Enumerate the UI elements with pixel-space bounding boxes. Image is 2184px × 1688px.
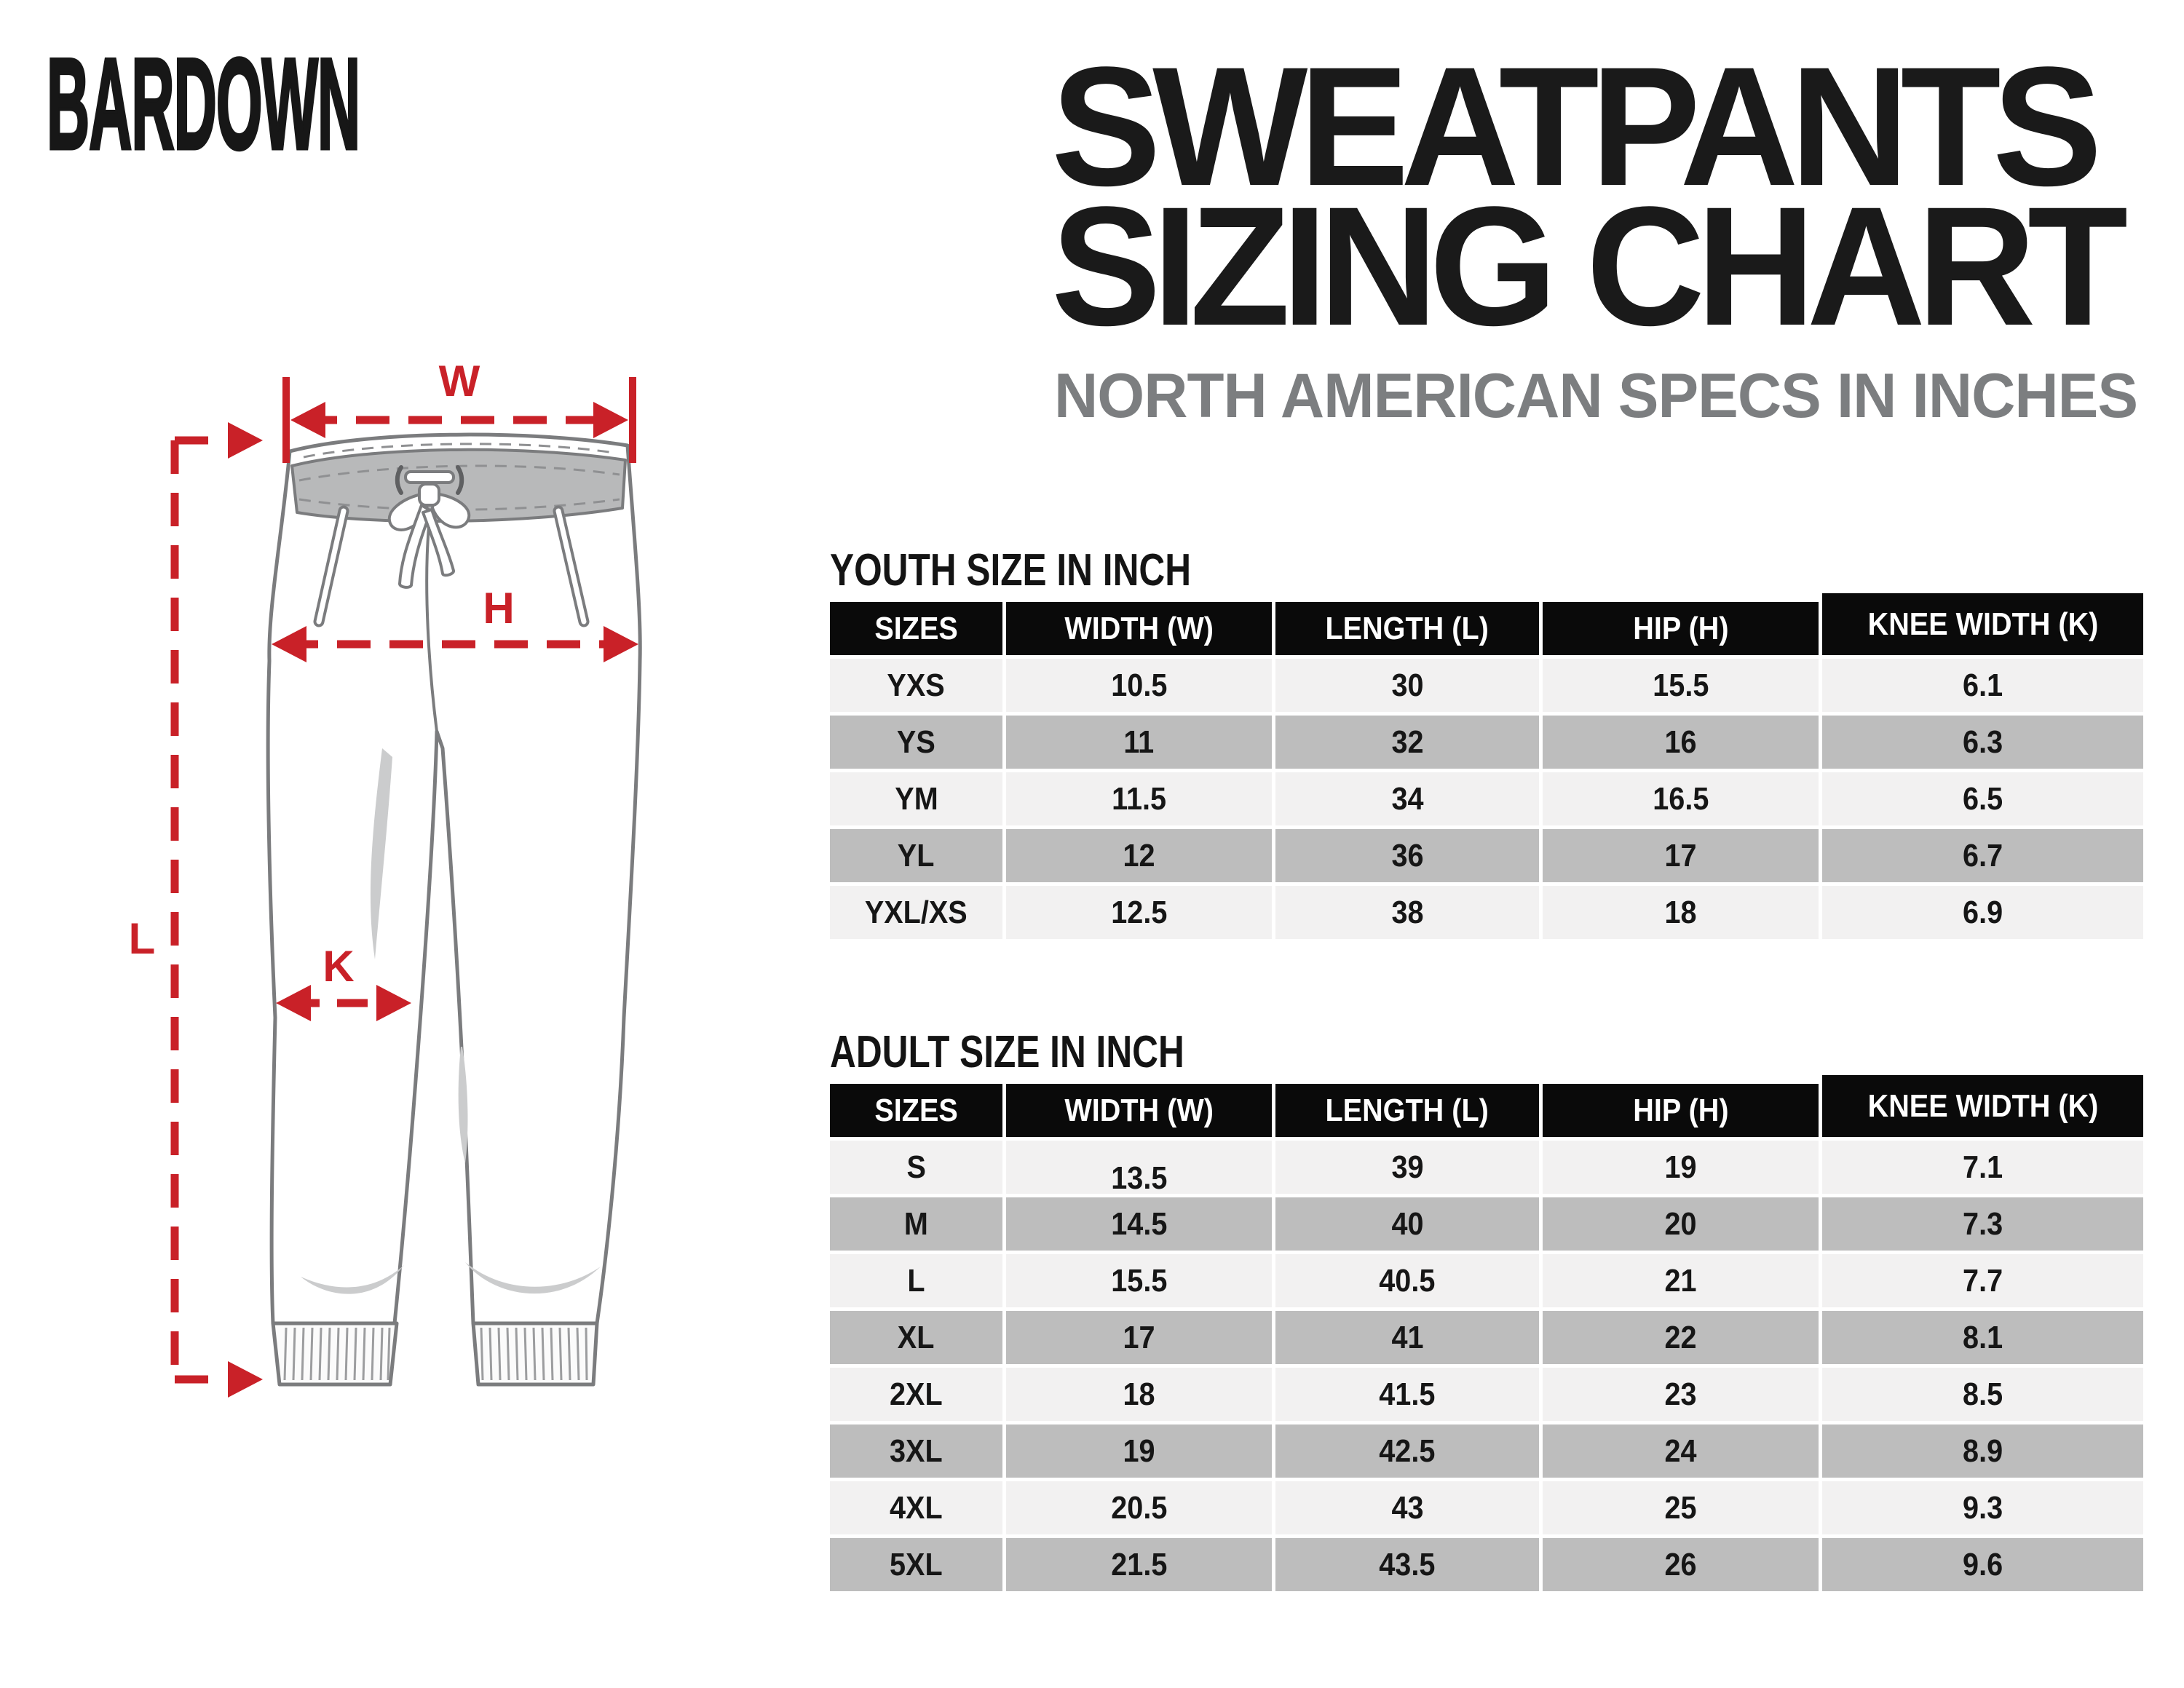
size-label: 5XL <box>890 1546 943 1582</box>
table-header-cell <box>1822 1075 2143 1137</box>
table-cell <box>1006 1368 1272 1421</box>
table-cell <box>1822 1425 2143 1478</box>
measurement-value: 6.7 <box>1962 837 2003 873</box>
measurement-value: 9.6 <box>1962 1546 2003 1582</box>
measurement-value: 16 <box>1664 724 1697 760</box>
youth-table-heading: YOUTH SIZE IN INCH <box>830 545 1192 595</box>
table-cell <box>1275 1425 1539 1478</box>
measurement-value: 42.5 <box>1379 1433 1436 1469</box>
table-cell <box>830 1538 1002 1591</box>
table-cell <box>1006 1481 1272 1534</box>
measurement-value: 21.5 <box>1110 1546 1168 1582</box>
measurement-value: 12.5 <box>1110 894 1168 930</box>
measurement-value: 15.5 <box>1110 1262 1168 1299</box>
table-cell <box>1006 829 1272 882</box>
table-cell <box>1275 772 1539 825</box>
measurement-value: 23 <box>1664 1376 1697 1412</box>
table-cell <box>1543 1368 1819 1421</box>
table-cell <box>1543 1538 1819 1591</box>
measurement-value: 40.5 <box>1379 1262 1436 1299</box>
table-cell <box>830 659 1002 712</box>
table-header-cell <box>1543 602 1819 655</box>
table-cell <box>830 1481 1002 1534</box>
measurement-value: 10.5 <box>1110 667 1168 703</box>
table-cell <box>1543 1481 1819 1534</box>
brand-logo: BARDOWN <box>47 31 360 176</box>
size-label: 2XL <box>890 1376 943 1412</box>
measurement-value: 6.3 <box>1962 724 2003 760</box>
size-label: YXL/XS <box>865 894 968 930</box>
table-header-cell <box>1006 1084 1272 1137</box>
size-label: L <box>907 1262 925 1299</box>
table-header-label: LENGTH (L) <box>1325 610 1489 646</box>
measurement-value: 41.5 <box>1379 1376 1436 1412</box>
size-label: YXS <box>887 667 946 703</box>
hip-dimension-label: H <box>483 584 515 633</box>
table-cell <box>1275 1538 1539 1591</box>
table-cell <box>1275 659 1539 712</box>
table-cell <box>1822 1254 2143 1307</box>
table-cell <box>830 886 1002 939</box>
measurement-value: 6.9 <box>1962 894 2003 930</box>
table-cell <box>1275 1481 1539 1534</box>
measurement-value: 26 <box>1664 1546 1697 1582</box>
measurement-value: 34 <box>1390 780 1424 817</box>
youth-size-table <box>830 602 2143 939</box>
measurement-value: 25 <box>1664 1489 1697 1526</box>
measurement-value: 8.5 <box>1962 1376 2003 1412</box>
adult-size-table <box>830 1084 2143 1591</box>
table-cell <box>830 716 1002 769</box>
table-cell <box>830 1311 1002 1364</box>
table-cell <box>1006 1425 1272 1478</box>
table-cell <box>1275 1311 1539 1364</box>
measurement-value: 15.5 <box>1652 667 1709 703</box>
table-header-cell <box>830 602 1002 655</box>
size-label: S <box>906 1149 926 1185</box>
measurement-value: 7.1 <box>1962 1149 2003 1185</box>
measurement-value: 11.5 <box>1112 780 1166 817</box>
measurement-value: 39 <box>1390 1149 1424 1185</box>
measurement-value: 17 <box>1664 837 1697 873</box>
measurement-value: 20 <box>1664 1205 1697 1242</box>
table-cell <box>1006 1141 1272 1194</box>
table-cell <box>1006 1311 1272 1364</box>
table-header-cell <box>1275 1084 1539 1137</box>
table-cell <box>1822 886 2143 939</box>
table-cell <box>1822 1538 2143 1591</box>
table-cell <box>1006 772 1272 825</box>
table-cell <box>1822 1197 2143 1251</box>
size-label: XL <box>898 1319 935 1355</box>
table-header-label: SIZES <box>874 610 958 646</box>
measurement-value: 38 <box>1390 894 1424 930</box>
table-cell <box>1822 829 2143 882</box>
table-header-cell <box>830 1084 1002 1137</box>
measurement-value: 17 <box>1123 1319 1155 1355</box>
table-cell <box>1822 716 2143 769</box>
measurement-value: 18 <box>1123 1376 1155 1412</box>
table-cell <box>1006 1197 1272 1251</box>
adult-table-heading: ADULT SIZE IN INCH <box>830 1027 1184 1077</box>
measurement-value: 19 <box>1664 1149 1697 1185</box>
table-cell <box>830 1254 1002 1307</box>
measurement-value: 14.5 <box>1110 1205 1168 1242</box>
table-header-label: WIDTH (W) <box>1064 610 1214 646</box>
table-cell <box>1275 1368 1539 1421</box>
table-header-label: WIDTH (W) <box>1064 1092 1214 1128</box>
sweatpants-diagram <box>120 355 662 1447</box>
width-dimension-label: W <box>438 357 480 405</box>
table-header-label: LENGTH (L) <box>1325 1092 1489 1128</box>
page-title <box>1051 32 2120 361</box>
table-cell <box>1006 659 1272 712</box>
measurement-value: 41 <box>1390 1319 1424 1355</box>
table-cell <box>1543 1311 1819 1364</box>
measurement-value: 8.1 <box>1962 1319 2003 1355</box>
table-header-cell <box>1822 593 2143 655</box>
table-cell <box>1275 716 1539 769</box>
size-label: YL <box>898 837 935 873</box>
page-title-line1: SWEATPANTS <box>1051 32 2094 221</box>
measurement-value: 21 <box>1664 1262 1697 1299</box>
table-cell <box>830 1197 1002 1251</box>
measurement-value: 22 <box>1664 1319 1697 1355</box>
measurement-value: 11 <box>1123 724 1155 760</box>
table-cell <box>1543 1197 1819 1251</box>
table-cell <box>1275 1141 1539 1194</box>
measurement-value: 16.5 <box>1652 780 1709 817</box>
length-dimension-label: L <box>128 914 156 963</box>
table-cell <box>1006 886 1272 939</box>
table-header-label: SIZES <box>874 1092 958 1128</box>
knee-dimension-label: K <box>323 942 355 991</box>
table-cell <box>1543 829 1819 882</box>
measurement-value: 6.5 <box>1962 780 2003 817</box>
table-cell <box>1822 1311 2143 1364</box>
measurement-value: 13.5 <box>1110 1160 1168 1196</box>
table-header-label: HIP (H) <box>1632 610 1729 646</box>
table-cell <box>830 1425 1002 1478</box>
table-cell <box>1543 1425 1819 1478</box>
table-cell <box>1006 716 1272 769</box>
table-cell <box>1543 716 1819 769</box>
measurement-value: 30 <box>1390 667 1424 703</box>
measurement-value: 6.1 <box>1962 667 2003 703</box>
table-header-cell <box>1543 1084 1819 1137</box>
table-cell <box>1543 772 1819 825</box>
measurement-value: 7.7 <box>1962 1262 2003 1299</box>
size-label: YM <box>894 780 938 817</box>
table-cell <box>830 1368 1002 1421</box>
table-cell <box>1822 1481 2143 1534</box>
ankle-cuffs <box>273 1323 597 1384</box>
measurement-value: 32 <box>1390 724 1424 760</box>
size-label: M <box>904 1205 928 1242</box>
measurement-value: 7.3 <box>1962 1205 2003 1242</box>
measurement-value: 18 <box>1664 894 1697 930</box>
table-cell <box>1275 1197 1539 1251</box>
table-cell <box>1006 1254 1272 1307</box>
measurement-value: 12 <box>1123 837 1155 873</box>
table-header-cell <box>1275 602 1539 655</box>
table-cell <box>1822 1141 2143 1194</box>
length-dimension-arrow <box>175 422 263 1398</box>
table-header-label: KNEE WIDTH (K) <box>1867 606 2098 642</box>
table-cell <box>830 829 1002 882</box>
measurement-value: 36 <box>1390 837 1424 873</box>
table-cell <box>1822 659 2143 712</box>
table-cell <box>1822 772 2143 825</box>
table-cell <box>1543 659 1819 712</box>
measurement-value: 40 <box>1390 1205 1424 1242</box>
page-title-line2: SIZING CHART <box>1051 172 2120 361</box>
table-cell <box>1275 829 1539 882</box>
page-subtitle: NORTH AMERICAN SPECS IN INCHES <box>1054 361 2138 431</box>
table-cell <box>1006 1538 1272 1591</box>
measurement-value: 20.5 <box>1110 1489 1168 1526</box>
table-cell <box>1822 1368 2143 1421</box>
measurement-value: 43.5 <box>1379 1546 1436 1582</box>
measurement-value: 9.3 <box>1962 1489 2003 1526</box>
size-label: 3XL <box>890 1433 943 1469</box>
table-header-cell <box>1006 602 1272 655</box>
measurement-value: 24 <box>1664 1433 1697 1469</box>
table-cell <box>830 1141 1002 1194</box>
table-header-label: HIP (H) <box>1632 1092 1729 1128</box>
table-cell <box>1543 1141 1819 1194</box>
measurement-value: 8.9 <box>1962 1433 2003 1469</box>
measurement-value: 43 <box>1390 1489 1424 1526</box>
table-cell <box>830 772 1002 825</box>
size-label: YS <box>897 724 935 760</box>
table-cell <box>1275 886 1539 939</box>
measurement-value: 19 <box>1123 1433 1155 1469</box>
table-cell <box>1543 1254 1819 1307</box>
table-header-label: KNEE WIDTH (K) <box>1867 1087 2098 1124</box>
size-label: 4XL <box>890 1489 943 1526</box>
table-cell <box>1543 886 1819 939</box>
table-cell <box>1275 1254 1539 1307</box>
